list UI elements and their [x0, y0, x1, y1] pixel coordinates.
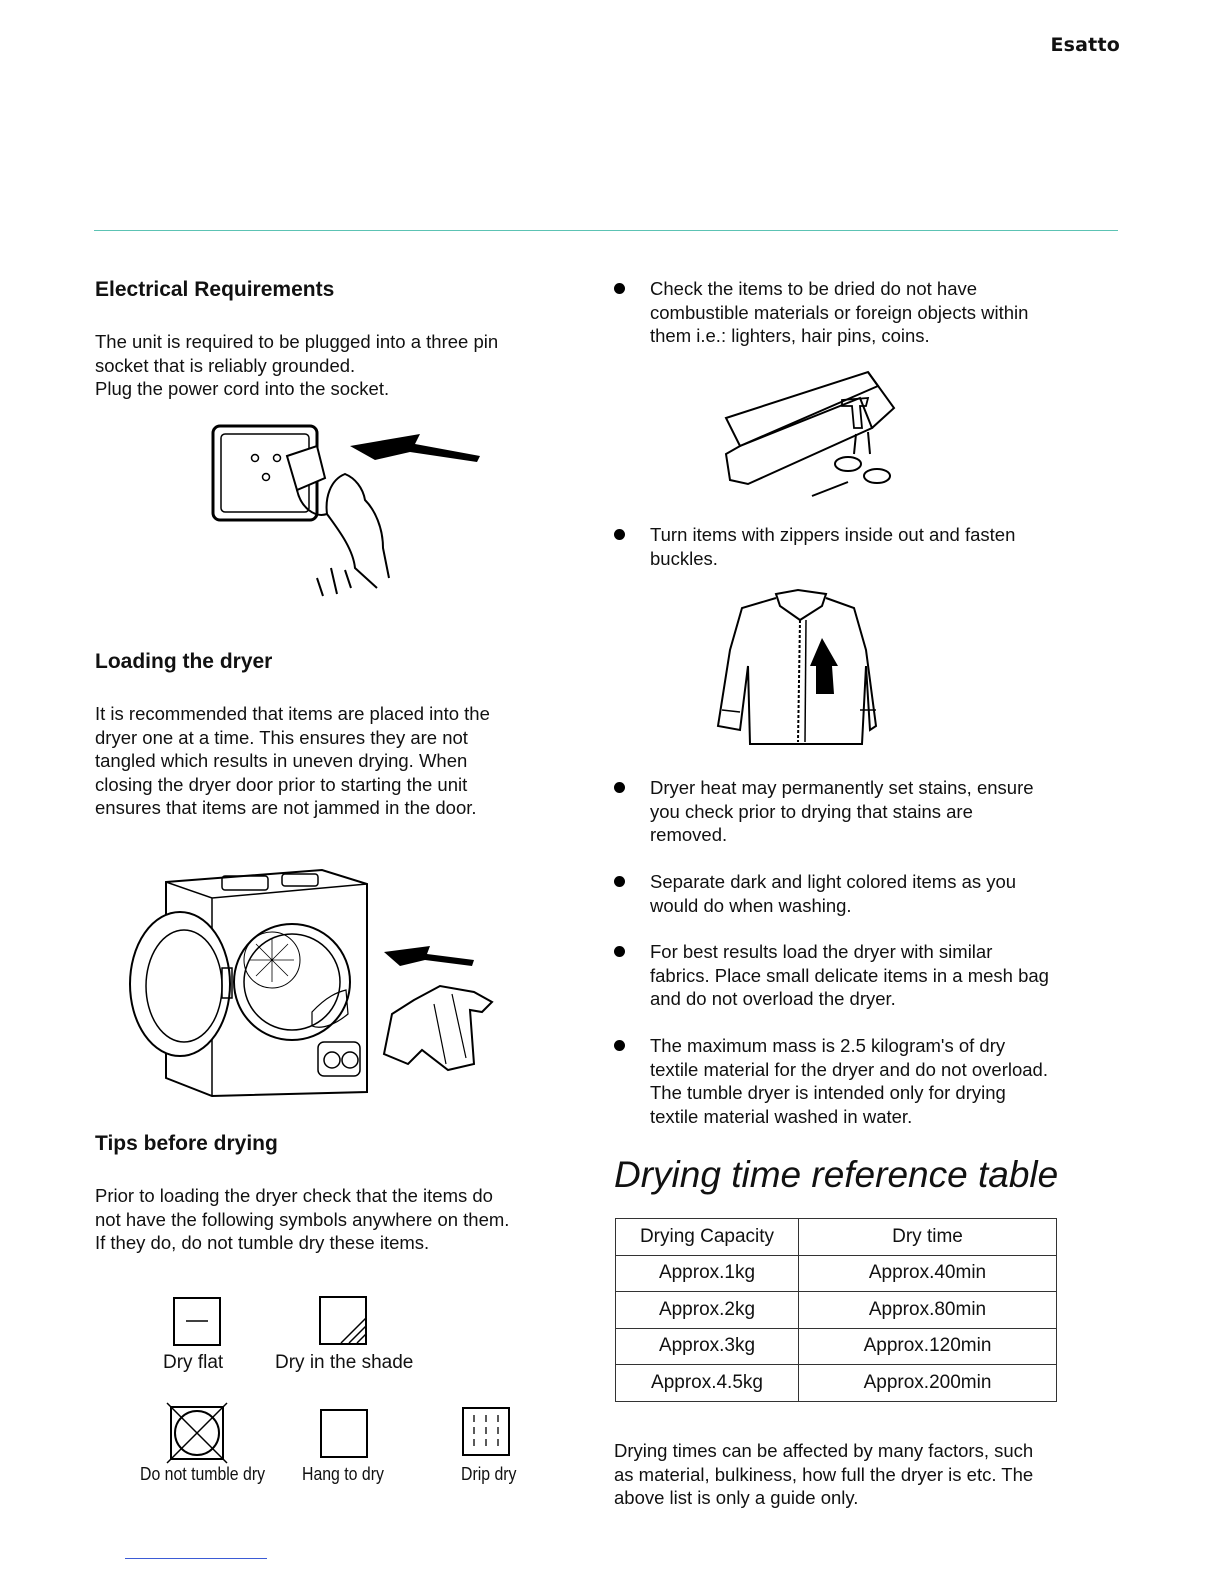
do-not-tumble-dry-label: Do not tumble dry	[140, 1464, 266, 1484]
table-cell: Approx.200min	[799, 1365, 1057, 1402]
table-cell: Approx.40min	[799, 1255, 1057, 1292]
bullet-dot-icon	[614, 1040, 625, 1051]
drying-time-table	[615, 1218, 1057, 1402]
table-cell: Approx.80min	[799, 1292, 1057, 1329]
loading-text: It is recommended that items are placed into the dryer one at a time. This ensures they are not tangled which results in uneven drying. When closing the dryer door prior to starting the unit ensures that items are not jammed in the door.	[95, 703, 490, 818]
plug-socket-illustration	[205, 418, 485, 598]
table-header-cell: Dry time	[799, 1219, 1057, 1256]
electrical-heading: Electrical Requirements	[95, 278, 335, 301]
dry-flat-icon	[173, 1297, 223, 1347]
table-cell: Approx.2kg	[616, 1292, 799, 1329]
do-not-tumble-dry-icon	[167, 1403, 227, 1463]
hang-to-dry-label: Hang to dry	[302, 1464, 384, 1484]
bullet-dot-icon	[614, 782, 625, 793]
table-row	[616, 1328, 1057, 1365]
footer-line	[125, 1558, 267, 1559]
pocket-objects-illustration	[720, 368, 900, 503]
tips-heading: Tips before drying	[95, 1132, 278, 1155]
dryer-loading-illustration	[122, 864, 502, 1104]
electrical-text: The unit is required to be plugged into a three pin socket that is reliably grounded. Plug the power cord into the socket.	[95, 331, 499, 399]
drip-dry-label: Drip dry	[461, 1464, 517, 1484]
drip-dry-icon	[462, 1407, 512, 1457]
tips-text: Prior to loading the dryer check that the items do not have the following symbols anywhere on them. If they do, do not tumble dry these items.	[95, 1185, 510, 1253]
table-row	[616, 1292, 1057, 1329]
bullet-dot-icon	[614, 529, 625, 540]
dry-in-shade-label: Dry in the shade	[275, 1352, 414, 1373]
table-cell: Approx.4.5kg	[616, 1365, 799, 1402]
table-cell: Approx.3kg	[616, 1328, 799, 1365]
dry-flat-label: Dry flat	[163, 1352, 224, 1373]
table-header-row	[616, 1219, 1057, 1256]
table-note: Drying times can be affected by many factors, such as material, bulkiness, how full the dryer is etc. The above list is only a guide only.	[614, 1440, 1034, 1508]
table-header-cell: Drying Capacity	[616, 1219, 799, 1256]
header-divider	[94, 230, 1118, 231]
bullet-dot-icon	[614, 876, 625, 887]
table-title: Drying time reference table	[614, 1154, 1059, 1195]
bullet-dot-icon	[614, 283, 625, 294]
table-row	[616, 1255, 1057, 1292]
dry-in-shade-icon	[319, 1296, 369, 1346]
shirt-zipper-illustration	[714, 586, 884, 746]
table-row	[616, 1365, 1057, 1402]
hang-to-dry-icon	[320, 1409, 370, 1459]
brand-logo: Esatto	[1050, 34, 1120, 56]
loading-heading: Loading the dryer	[95, 650, 273, 673]
bullet-dot-icon	[614, 946, 625, 957]
table-cell: Approx.120min	[799, 1328, 1057, 1365]
table-cell: Approx.1kg	[616, 1255, 799, 1292]
